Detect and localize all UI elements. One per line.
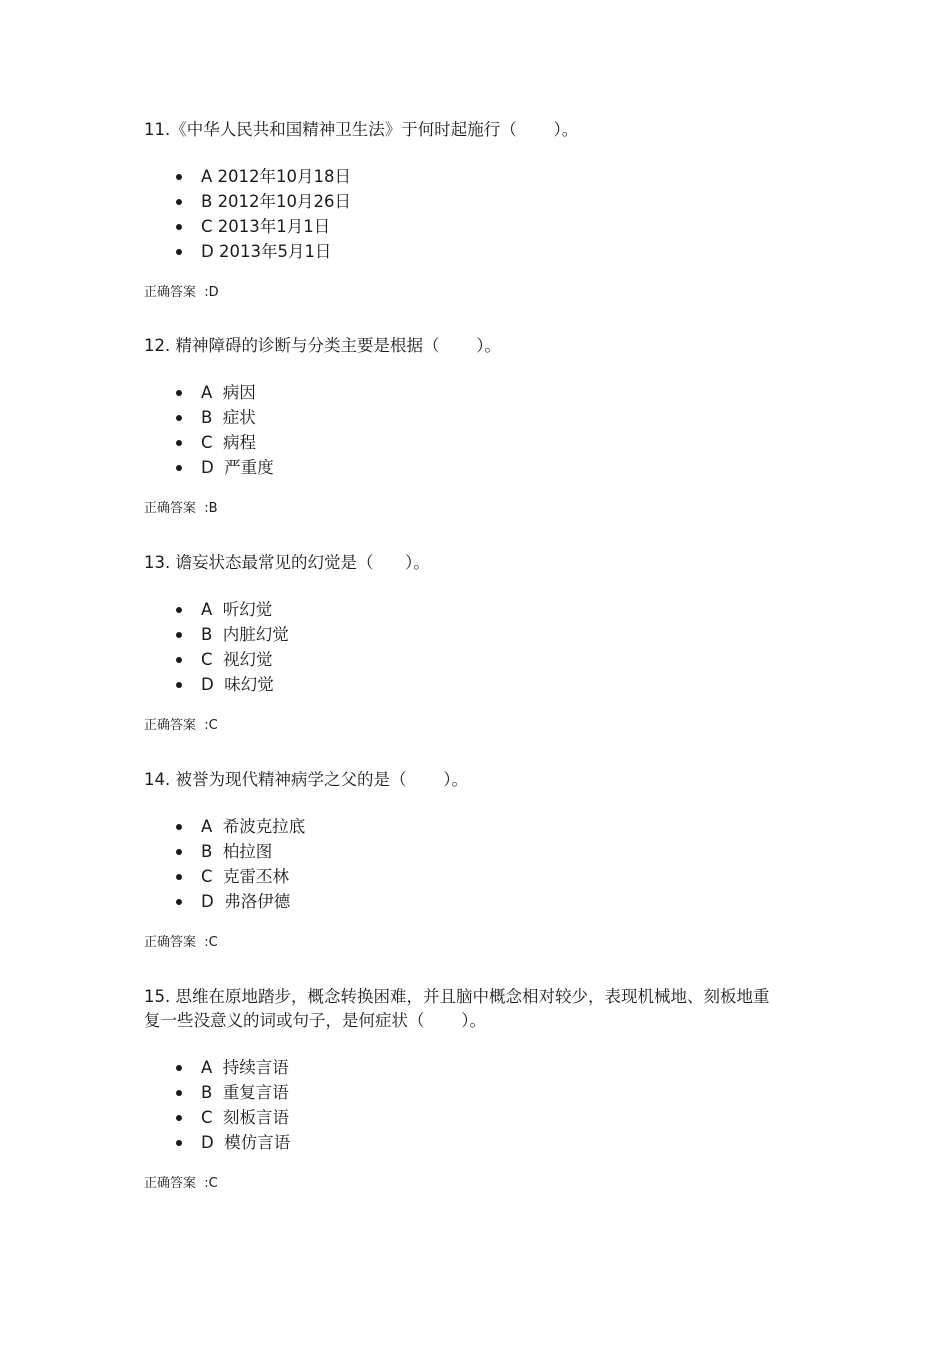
- bullet-icon: [176, 1115, 182, 1121]
- bullet-icon: [176, 899, 182, 905]
- bullet-icon: [176, 249, 182, 255]
- bullet-icon: [176, 1140, 182, 1146]
- option-item: [144, 430, 784, 455]
- option-item: [144, 405, 784, 430]
- option-item: [144, 1105, 774, 1130]
- option-item: [144, 647, 784, 672]
- option-item: [144, 214, 784, 239]
- option-item: [144, 380, 784, 405]
- option-label: C 刻板言语: [201, 1108, 290, 1127]
- option-item: [144, 455, 784, 480]
- bullet-icon: [176, 199, 182, 205]
- question-text: 13. 谵妄状态最常见的幻觉是（ ）。: [144, 553, 430, 572]
- option-item: [144, 889, 784, 914]
- correct-answer: 正确答案 :C: [144, 935, 218, 950]
- question-12: [144, 334, 784, 518]
- option-label: C 病程: [201, 433, 257, 452]
- option-label: A 2012年10月18日: [201, 167, 352, 186]
- option-item: [144, 1080, 774, 1105]
- bullet-icon: [176, 174, 182, 180]
- option-label: C 克雷丕林: [201, 867, 290, 886]
- option-label: D 味幻觉: [201, 675, 274, 694]
- option-item: [144, 164, 784, 189]
- bullet-icon: [176, 224, 182, 230]
- question-text: 15. 思维在原地踏步，概念转换困难，并且脑中概念相对较少，表现机械地、刻板地重复一些没意义的词或句子，是何症状（ ）。: [144, 987, 770, 1030]
- option-item: [144, 1130, 774, 1155]
- bullet-icon: [176, 1090, 182, 1096]
- option-label: A 听幻觉: [201, 600, 273, 619]
- question-text: 14. 被誉为现代精神病学之父的是（ ）。: [144, 770, 468, 789]
- option-list: [144, 164, 784, 264]
- option-item: [144, 839, 784, 864]
- option-item: [144, 622, 784, 647]
- bullet-icon: [176, 465, 182, 471]
- question-13: [144, 551, 784, 735]
- bullet-icon: [176, 824, 182, 830]
- question-15: [144, 985, 774, 1193]
- option-item: [144, 814, 784, 839]
- question-text: 12. 精神障碍的诊断与分类主要是根据（ ）。: [144, 336, 501, 355]
- option-label: D 严重度: [201, 458, 274, 477]
- option-item: [144, 597, 784, 622]
- bullet-icon: [176, 440, 182, 446]
- option-list: [144, 814, 784, 914]
- option-label: B 柏拉图: [201, 842, 273, 861]
- option-label: D 2013年5月1日: [201, 242, 332, 261]
- bullet-icon: [176, 1065, 182, 1071]
- correct-answer: 正确答案 :C: [144, 1176, 218, 1191]
- option-list: [144, 597, 784, 697]
- option-label: B 症状: [201, 408, 256, 427]
- bullet-icon: [176, 874, 182, 880]
- option-label: B 内脏幻觉: [201, 625, 289, 644]
- question-14: [144, 768, 784, 952]
- option-label: C 视幻觉: [201, 650, 273, 669]
- option-item: [144, 864, 784, 889]
- correct-answer: 正确答案 :B: [144, 501, 218, 516]
- option-item: [144, 239, 784, 264]
- option-label: D 模仿言语: [201, 1133, 291, 1152]
- option-label: B 2012年10月26日: [201, 192, 352, 211]
- bullet-icon: [176, 657, 182, 663]
- option-item: [144, 1055, 774, 1080]
- bullet-icon: [176, 682, 182, 688]
- bullet-icon: [176, 415, 182, 421]
- option-label: D 弗洛伊德: [201, 892, 291, 911]
- correct-answer: 正确答案 :D: [144, 285, 219, 300]
- bullet-icon: [176, 390, 182, 396]
- option-list: [144, 1055, 774, 1155]
- bullet-icon: [176, 632, 182, 638]
- question-text: 11.《中华人民共和国精神卫生法》于何时起施行（ ）。: [144, 120, 579, 139]
- question-11: [144, 118, 784, 302]
- bullet-icon: [176, 607, 182, 613]
- option-label: A 病因: [201, 383, 256, 402]
- bullet-icon: [176, 849, 182, 855]
- option-list: [144, 380, 784, 480]
- option-label: A 持续言语: [201, 1058, 289, 1077]
- option-label: C 2013年1月1日: [201, 217, 331, 236]
- option-label: A 希波克拉底: [201, 817, 306, 836]
- correct-answer: 正确答案 :C: [144, 718, 218, 733]
- option-item: [144, 672, 784, 697]
- option-item: [144, 189, 784, 214]
- option-label: B 重复言语: [201, 1083, 289, 1102]
